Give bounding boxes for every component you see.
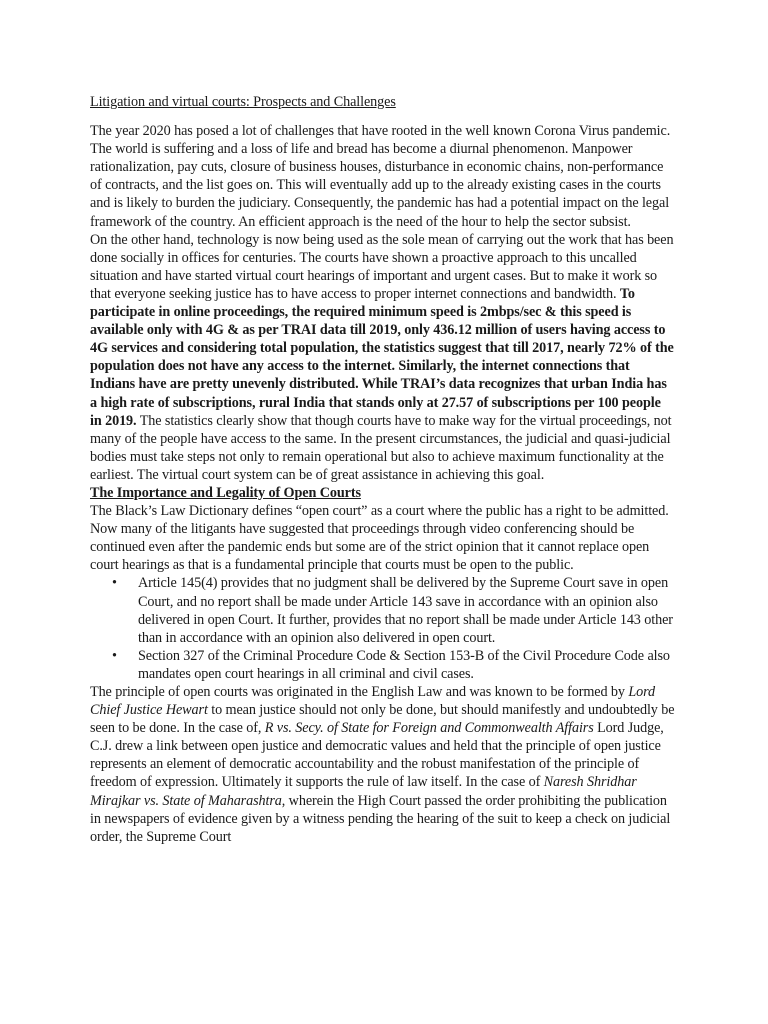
list-item <box>90 574 675 646</box>
principle-text: , wherein the High Court passed the order prohibiting the publication in newspapers of evidence given by a witness pending the hearing of the suit to keep a check on judicial order, the Supreme Court <box>90 792 671 845</box>
principle-text: Lord Judge, C.J. drew a link between open justice and democratic values and held that the principle of open justice represents an element of democratic accountability and the robust manifestation of the principle of freedom of expression. Ultimately it supports the rule of law itself. In the case of <box>90 720 664 791</box>
principle-text: to mean justice should not only be done, but should manifestly and undoubtedly be seen to be done. In the case of, <box>90 702 675 737</box>
document-title: Litigation and virtual courts: Prospects and Challenges <box>90 94 396 110</box>
bullet-icon: • <box>112 647 117 664</box>
section-heading: The Importance and Legality of Open Courts <box>90 484 361 501</box>
technology-text: On the other hand, technology is now being used as the sole mean of carrying out the work that has been done socially in offices for centuries. The courts have shown a proactive approach to this uncalled situation and have started virtual court hearings of important and urgent cases. But to make it work so that everyone seeking justice has to have access to proper internet connections and bandwidth. <box>90 231 674 302</box>
case-name-italic: Naresh Shridhar Mirajkar vs. State of Maharashtra <box>90 774 637 809</box>
principle-text: The principle of open courts was originated in the English Law and was known to be formed by <box>90 684 629 700</box>
case-name-italic: R vs. Secy. of State for Foreign and Commonwealth Affairs <box>264 720 594 737</box>
open-courts-principle-paragraph <box>90 683 675 846</box>
document-body <box>90 93 675 846</box>
case-name-italic: Lord Chief Justice Hewart <box>90 684 656 719</box>
bullet-icon: • <box>112 575 117 592</box>
blacks-law-paragraph: The Black’s Law Dictionary defines “open court” as a court where the public has a right to be admitted. Now many of the litigants have suggested that proceedings through video conferencing should be continued even after the pandemic ends but some are of the strict opinion that it cannot replace open court hearings as that is a fundamental principle that courts must be open to the public. <box>90 503 669 574</box>
trai-statistics-text: To participate in online proceedings, the required minimum speed is 2mbps/sec & this speed is available only with 4G & as per TRAI data till 2019, only 436.12 million of users having access to 4G services and considering total population, the statistics suggest that till 2017, nearly 72% of the population does not have any access to the internet. Similarly, the internet connections that Indians have are pretty unevenly distributed. While TRAI’s data recognizes that urban India has a high rate of subscriptions, rural India that stands only at 27.57 of subscriptions per 100 people in 2019. <box>90 285 674 429</box>
list-item-text: Article 145(4) provides that no judgment shall be delivered by the Supreme Court save in open Court, and no report shall be made under Article 143 save in accordance with an opinion also delivered in open Court. It further, provides that no report shall be made under Article 143 other than in accordance with an opinion also delivered in open court. <box>138 575 673 646</box>
technology-paragraph <box>90 231 675 484</box>
list-item <box>90 647 675 683</box>
list-item-text: Section 327 of the Criminal Procedure Code & Section 153-B of the Civil Procedure Code also mandates open court hearings in all criminal and civil cases. <box>138 647 670 682</box>
technology-conclusion-text: The statistics clearly show that though courts have to make way for the virtual proceedings, not many of the people have access to the same. In the present circumstances, the judicial and quasi-judicial bodies must take steps not only to remain operational but also to achieve maximum functionality at the earliest. The virtual court system can be of great assistance in achieving this goal. <box>90 412 672 483</box>
bullet-list <box>90 574 675 683</box>
intro-paragraph: The year 2020 has posed a lot of challenges that have rooted in the well known Corona Virus pandemic. The world is suffering and a loss of life and bread has become a diurnal phenomenon. Manpower rationalization, pay cuts, closure of business houses, disturbance in economic chains, non-performance of contracts, and the list goes on. This will eventually add up to the already existing cases in the courts and is likely to burden the judiciary. Consequently, the pandemic has had a potential impact on the legal framework of the country. An efficient approach is the need of the hour to help the sector subsist. <box>90 123 671 230</box>
